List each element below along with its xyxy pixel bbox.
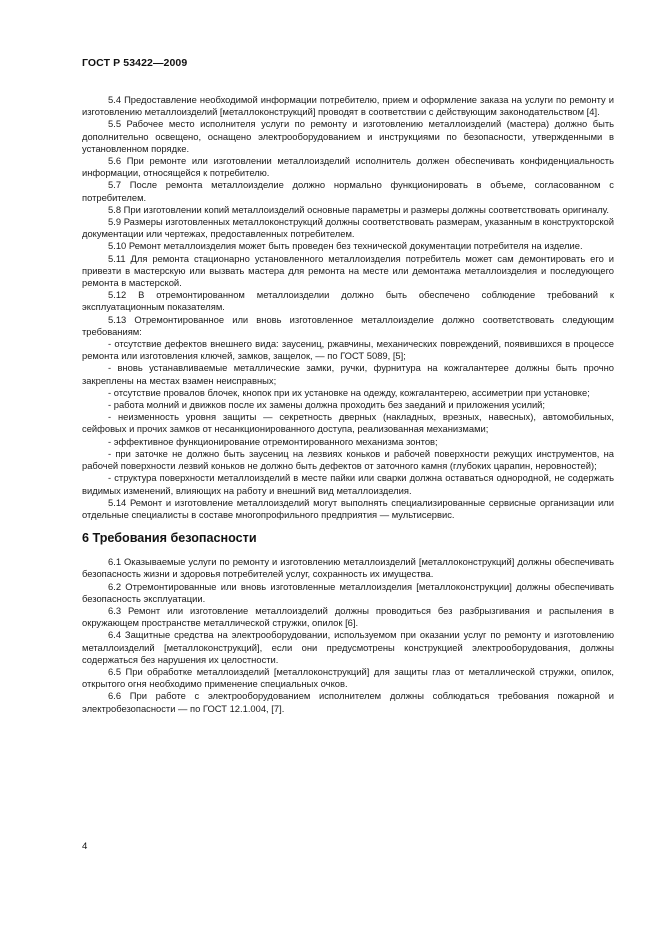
paragraph-5-10: 5.10 Ремонт металлоизделия может быть проведен без технической документации потребителя на изделие. bbox=[108, 240, 583, 252]
paragraph-6-1: 6.1 Оказываемые услуги по ремонту и изготовлению металлоизделий [металлоконструкций] должны обеспечивать безопасность жизни и здоровья потребителей услуг, сохранность их имущества. bbox=[82, 556, 614, 580]
paragraph-6-4: 6.4 Защитные средства на электрооборудовании, используемом при оказании услуг по ремонту и изготовлению металлоизделий [металлоконструкций], если они предусмотрены конструкцией электрооборудования, должны содержаться без нарушения их целостности. bbox=[82, 629, 614, 665]
list-item: - структура поверхности металлоизделий в месте пайки или сварки должна оставаться однородной, не содержать видимых изменений, влияющих на работу и внешний вид металлоизделия. bbox=[82, 472, 614, 496]
list-item: - отсутствие дефектов внешнего вида: заусениц, ржавчины, механических повреждений, появившихся в процессе ремонта или изготовления ключей, замков, защелок, — по ГОСТ 5089, [5]; bbox=[82, 338, 614, 362]
paragraph-6-6: 6.6 При работе с электрооборудованием исполнителем должны соблюдаться требования пожарной и электробезопасности — по ГОСТ 12.1.004, [7]. bbox=[82, 690, 614, 714]
list-item: - при заточке не должно быть заусениц на лезвиях коньков и рабочей поверхности режущих инструментов, на рабочей поверхности лезвий коньков не должно быть дефектов от заточного камня (глубоких царапин, неровностей); bbox=[82, 447, 614, 472]
paragraph-5-7: 5.7 После ремонта металлоизделие должно нормально функционировать в объеме, согласованном с потребителем. bbox=[82, 179, 614, 203]
list-item: - неизменность уровня защиты — секретность дверных (накладных, врезных, навесных), автомобильных, сейфовых и прочих замков от несанкционированного доступа, реализованная механизмами; bbox=[82, 411, 614, 435]
paragraph-6-2: 6.2 Отремонтированные или вновь изготовленные металлоизделия [металлоконструкции] должны обеспечивать безопасность эксплуатации. bbox=[82, 580, 614, 604]
document-header: ГОСТ Р 53422—2009 bbox=[82, 57, 188, 69]
paragraph-6-5: 6.5 При обработке металлоизделий [металлоконструкций] для защиты глаз от металлической стружки, опилок, открытого огня необходимо применение специальных очков. bbox=[82, 665, 614, 690]
paragraph-6-3: 6.3 Ремонт или изготовление металлоизделий должны проводиться без разбрызгивания и распыления в окружающем пространстве металлической стружки, опилок [6]. bbox=[82, 604, 614, 629]
paragraph-5-6: 5.6 При ремонте или изготовлении металлоизделий исполнитель должен обеспечивать конфиденциальность информации, относящейся к потребителю. bbox=[82, 155, 614, 179]
paragraph-5-9: 5.9 Размеры изготовленных металлоконструкций должны соответствовать размерам, указанным в конструкторской документации или чертежах, предоставленных потребителем. bbox=[82, 216, 614, 240]
paragraph-5-12: 5.12 В отремонтированном металлоизделии должно быть обеспечено соблюдение требований к эксплуатационным показателям. bbox=[82, 289, 614, 313]
paragraph-5-14: 5.14 Ремонт и изготовление металлоизделий могут выполнять специализированные сервисные организации или отдельные специалисты в составе многопрофильного предприятия — мультисервис. bbox=[82, 496, 614, 520]
document-body bbox=[82, 94, 614, 715]
list-item: - отсутствие провалов блочек, кнопок при их установке на одежду, кожгалантерею, ассиметрии при установке; bbox=[108, 386, 590, 398]
list-item: - работа молний и движков после их замены должна проходить без заеданий и приложения усилий; bbox=[108, 399, 546, 411]
requirements-list bbox=[82, 338, 614, 497]
page-number: 4 bbox=[82, 841, 88, 852]
paragraph-5-4: 5.4 Предоставление необходимой информации потребителю, прием и оформление заказа на услуги по ремонту и изготовлению металлоизделий [металлоконструкций] проводят в соответствии с действующим законодательством [4]. bbox=[82, 94, 614, 118]
section-6-heading: 6 Требования безопасности bbox=[82, 531, 257, 546]
paragraph-5-13: 5.13 Отремонтированное или вновь изготовленное металлоизделие должно соответствовать следующим требованиям: bbox=[82, 313, 614, 337]
paragraph-5-8: 5.8 При изготовлении копий металлоизделий основные параметры и размеры должны соответствовать оригиналу. bbox=[108, 203, 610, 215]
paragraph-5-5: 5.5 Рабочее место исполнителя услуги по ремонту и изготовлению металлоизделий (мастера) должно быть дополнительно освещено, оснащено электрооборудованием и инструкциями по безопасности, утвержденными в установленном порядке. bbox=[82, 118, 614, 154]
paragraph-5-11: 5.11 Для ремонта стационарно установленного металлоизделия потребитель может сам демонтировать его и привезти в мастерскую или вызвать мастера для ремонта на месте или демонтажа металлоизделия и последующего ремонта в мастерской. bbox=[82, 252, 614, 289]
list-item: - эффективное функционирование отремонтированного механизма зонтов; bbox=[108, 435, 438, 447]
list-item: - вновь устанавливаемые металлические замки, ручки, фурнитура на кожгалантерее должны быть прочно закреплены на местах взамен неисправных; bbox=[82, 362, 614, 386]
